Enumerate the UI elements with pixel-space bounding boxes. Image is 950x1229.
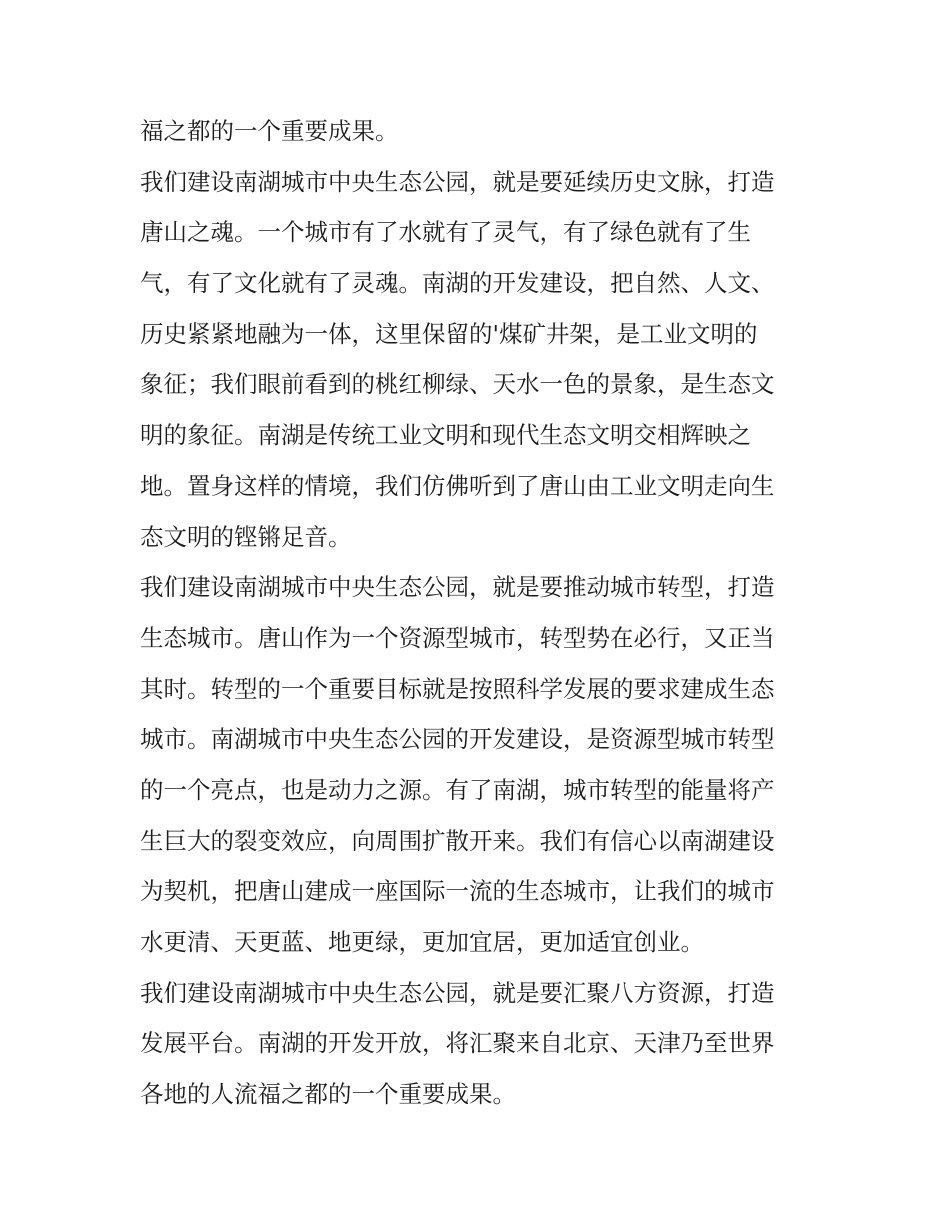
text-line: 城市。南湖城市中央生态公园的开发建设，是资源型城市转型 [140,725,775,754]
text-line: 为契机，把唐山建成一座国际一流的生态城市，让我们的城市 [140,877,775,906]
text-line: 唐山之魂。一个城市有了水就有了灵气，有了绿色就有了生 [140,218,751,247]
text-line: 水更清、天更蓝、地更绿，更加宜居，更加适宜创业。 [140,928,704,956]
text-line: 生态城市。唐山作为一个资源型城市，转型势在必行，又正当 [140,623,775,652]
text-line: 明的象征。南湖是传统工业文明和现代生态文明交相辉映之 [140,421,751,450]
text-line: 我们建设南湖城市中央生态公园，就是要延续历史文脉，打造 [140,167,775,196]
text-line: 我们建设南湖城市中央生态公园，就是要推动城市转型，打造 [140,573,775,602]
text-line: 我们建设南湖城市中央生态公园，就是要汇聚八方资源，打造 [140,978,775,1007]
text-line: 态文明的铿锵足音。 [140,522,352,551]
text-line: 其时。转型的一个重要目标就是按照科学发展的要求建成生态 [140,674,775,703]
text-line: 地。置身这样的情境，我们仿佛听到了唐山由工业文明走向生 [140,471,775,500]
body-text [140,106,830,1120]
text-line: 气，有了文化就有了灵魂。南湖的开发建设，把自然、人文、 [140,269,775,298]
text-line: 历史紧紧地融为一体，这里保留的'煤矿井架，是工业文明的 [140,319,758,348]
text-line: 生巨大的裂变效应，向周围扩散开来。我们有信心以南湖建设 [140,826,775,855]
text-line: 各地的人流福之都的一个重要成果。 [140,1080,516,1109]
text-line: 发展平台。南湖的开发开放，将汇聚来自北京、天津乃至世界 [140,1029,775,1058]
text-line: 的一个亮点，也是动力之源。有了南湖，城市转型的能量将产 [140,775,775,804]
text-line: 象征；我们眼前看到的桃红柳绿、天水一色的景象，是生态文 [140,370,775,399]
text-line: 福之都的一个重要成果。 [140,117,399,145]
